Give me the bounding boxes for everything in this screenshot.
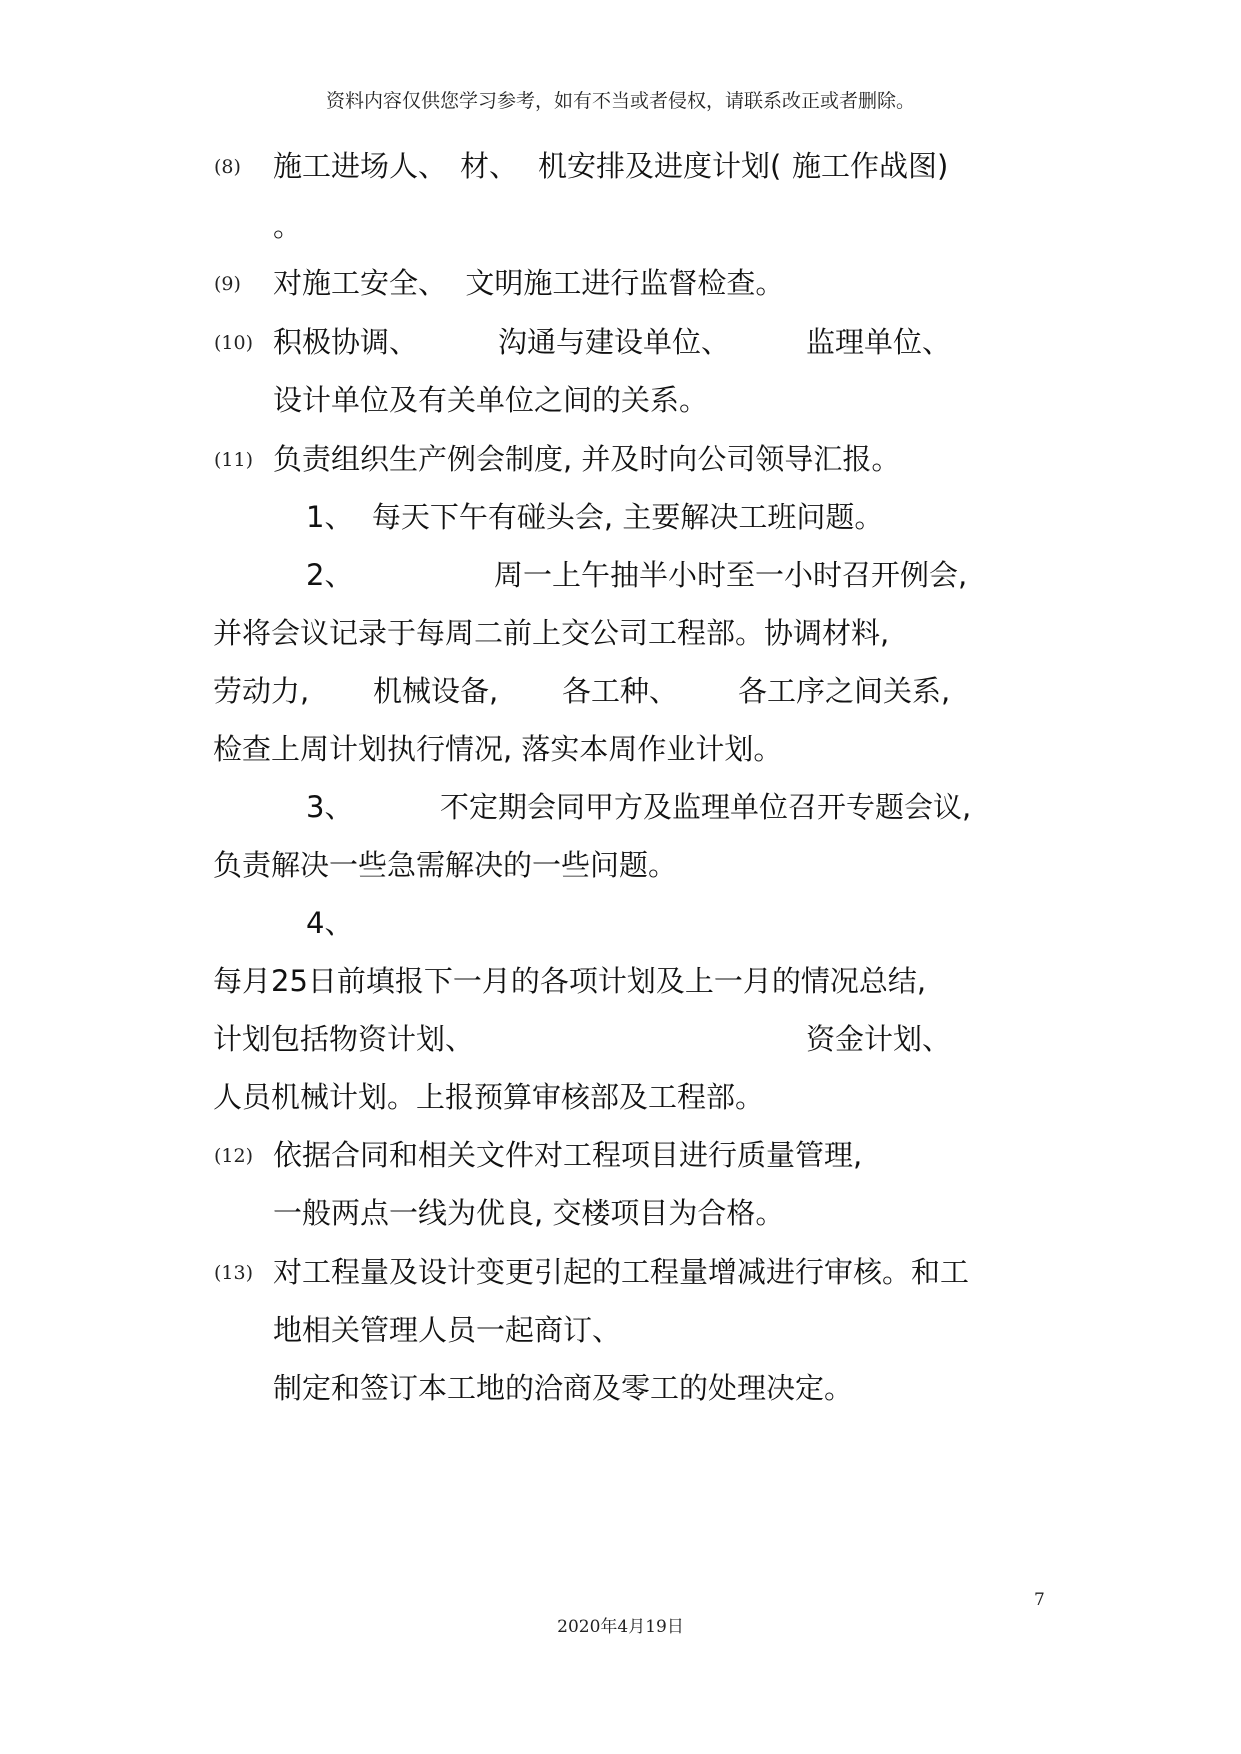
item-number-12: (12) <box>214 1145 254 1167</box>
item-8-text-part2: 材、 <box>460 149 519 183</box>
subitem-4-line1: 每月25日前填报下一月的各项计划及上一月的情况总结, <box>213 964 927 998</box>
subitem-2-line3-part4: 各工序之间关系, <box>738 674 951 708</box>
item-8-text-part4: 施工作战图) <box>792 149 949 183</box>
item-13-line1: 对工程量及设计变更引起的工程量增减进行审核。和工 <box>273 1255 970 1289</box>
item-number-13: (13) <box>214 1262 254 1284</box>
subitem-2-number: 2、 <box>306 558 354 592</box>
subitem-3-line2: 负责解决一些急需解决的一些问题。 <box>213 848 678 882</box>
subitem-2-line2: 并将会议记录于每周二前上交公司工程部。协调材料, <box>213 616 890 650</box>
subitem-2-line4: 检查上周计划执行情况, 落实本周作业计划。 <box>213 732 783 766</box>
subitem-1: 1、 每天下午有碰头会, 主要解决工班问题。 <box>306 500 884 534</box>
item-8-text-part1: 施工进场人、 <box>273 149 448 183</box>
item-10-text-part1: 积极协调、 <box>273 325 419 359</box>
item-8-text-end: 。 <box>273 209 303 243</box>
item-number-9: (9) <box>214 273 241 295</box>
subitem-4-line2-part2: 资金计划、 <box>806 1022 952 1056</box>
item-number-8: (8) <box>214 156 241 178</box>
item-12-line2: 一般两点一线为优良, 交楼项目为合格。 <box>273 1196 785 1230</box>
item-10-text-part2: 沟通与建设单位、 <box>498 325 731 359</box>
subitem-2-line3-part2: 机械设备, <box>373 674 499 708</box>
footer-date: 2020年4月19日 <box>557 1617 684 1637</box>
page-number: 7 <box>1034 1590 1045 1610</box>
item-13-line2: 地相关管理人员一起商订、 <box>273 1313 622 1347</box>
disclaimer-header: 资料内容仅供您学习参考，如有不当或者侵权，请联系改正或者删除。 <box>325 90 915 112</box>
subitem-4-line2-part1: 计划包括物资计划、 <box>213 1022 475 1056</box>
subitem-4-number: 4、 <box>306 906 354 940</box>
subitem-3-line1: 不定期会同甲方及监理单位召开专题会议, <box>440 790 972 824</box>
item-12-line1: 依据合同和相关文件对工程项目进行质量管理, <box>273 1138 863 1172</box>
subitem-2-line3-part3: 各工种、 <box>562 674 679 708</box>
subitem-3-number: 3、 <box>306 790 354 824</box>
item-8-text-part3: 机安排及进度计划( <box>538 149 782 183</box>
subitem-2-line3-part1: 劳动力, <box>213 674 310 708</box>
item-10-text-line2: 设计单位及有关单位之间的关系。 <box>273 383 709 417</box>
item-11-text: 负责组织生产例会制度, 并及时向公司领导汇报。 <box>273 442 901 476</box>
item-13-line3: 制定和签订本工地的洽商及零工的处理决定。 <box>273 1371 854 1405</box>
subitem-4-line3: 人员机械计划。上报预算审核部及工程部。 <box>213 1080 765 1114</box>
item-10-text-part3: 监理单位、 <box>806 325 952 359</box>
item-number-10: (10) <box>214 332 254 354</box>
item-9-text: 对施工安全、 文明施工进行监督检查。 <box>273 266 785 300</box>
item-number-11: (11) <box>214 449 254 471</box>
subitem-2-line1: 周一上午抽半小时至一小时召开例会, <box>494 558 968 592</box>
